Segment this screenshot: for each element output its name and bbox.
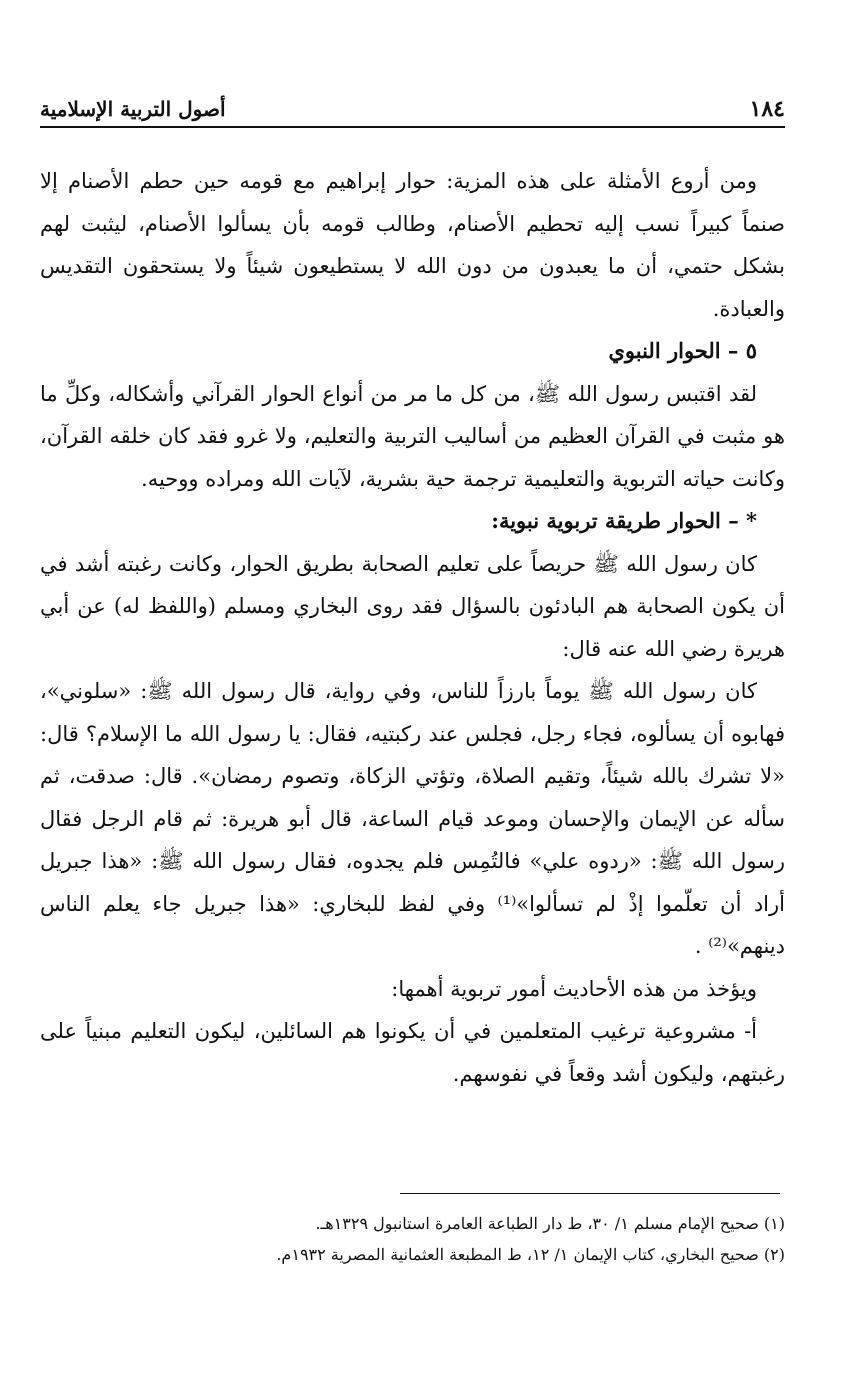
body-text: [40, 160, 785, 1095]
paragraph-teaching-method: كان رسول الله ﷺ حريصاً على تعليم الصحابة بطريق الحوار، وكانت رغبته أشد في أن يكون الصحابة هم البادئون بالسؤال فقد روى البخاري ومسلم (واللفظ له) عن أبي هريرة رضي الله عنه قال:: [40, 551, 785, 661]
running-title: أصول التربية الإسلامية: [40, 97, 226, 121]
page-header: [40, 92, 785, 128]
page-number: ١٨٤: [749, 96, 785, 122]
subsection-heading-teaching-method: * – الحوار طريقة تربوية نبوية:: [491, 508, 757, 533]
footnotes: [40, 1208, 785, 1270]
paragraph-abraham-dialogue: ومن أروع الأمثلة على هذه المزية: حوار إبراهيم مع قومه حين حطم الأصنام إلا صنماً كبيراً نسب إليه تحطيم الأصنام، وطالب قومه بأن يسألوا الأصنام، ليثبت لهم بشكل حتمي، أن ما يعبدون من دون الله لا يستطيعون شيئاً ولا يستحقون التقديس والعبادة.: [40, 169, 785, 321]
paragraph-lesson-a: أ- مشروعية ترغيب المتعلمين في أن يكونوا هم السائلين، ليكون التعليم مبنياً على رغبتهم، وليكون أشد وقعاً في نفوسهم.: [40, 1019, 785, 1086]
section-heading-prophetic-dialogue: ٥ – الحوار النبوي: [608, 338, 757, 363]
footnote-1: (١) صحيح الإمام مسلم ١/ ٣٠، ط دار الطباعة العامرة استانبول ١٣٢٩هـ.: [315, 1214, 785, 1233]
footnote-separator: [400, 1193, 780, 1194]
footnote-2: (٢) صحيح البخاري، كتاب الإيمان ١/ ١٢، ط المطبعة العثمانية المصرية ١٩٣٢م.: [276, 1245, 785, 1264]
paragraph-prophetic-dialogue: لقد اقتبس رسول الله ﷺ، من كل ما مر من أنواع الحوار القرآني وأشكاله، وكلِّ ما هو مثبت في القرآن العظيم من أساليب التربية والتعليم، ولا غرو فقد كان خلقه القرآن، وكانت حياته التربوية والتعليمية ترجمة حية بشرية، لآيات الله ومراده ووحيه.: [40, 381, 785, 491]
paragraph-hadith-jibril: كان رسول الله ﷺ يوماً بارزاً للناس، وفي رواية، قال رسول الله ﷺ: «سلوني»، فهابوه أن يسألوه، فجاء رجل، فجلس عند ركبتيه، فقال: يا رسول الله ما الإسلام؟ قال: «لا تشرك بالله شيئاً، وتقيم الصلاة، وتؤتي الزكاة، وتصوم رمضان». قال: صدقت، ثم سأله عن الإيمان والإحسان وموعد قيام الساعة، قال أبو هريرة: ثم قام الرجل فقال رسول الله ﷺ: «ردوه علي» فالتُمِس فلم يجدوه، فقال رسول الله ﷺ: «هذا جبريل أراد أن تعلّموا إذْ لم تسألوا»⁽¹⁾ وفي لفظ للبخاري: «هذا جبريل جاء يعلم الناس دينهم»⁽²⁾ .: [40, 679, 785, 958]
paragraph-lessons-intro: ويؤخذ من هذه الأحاديث أمور تربوية أهمها:: [391, 976, 757, 1001]
